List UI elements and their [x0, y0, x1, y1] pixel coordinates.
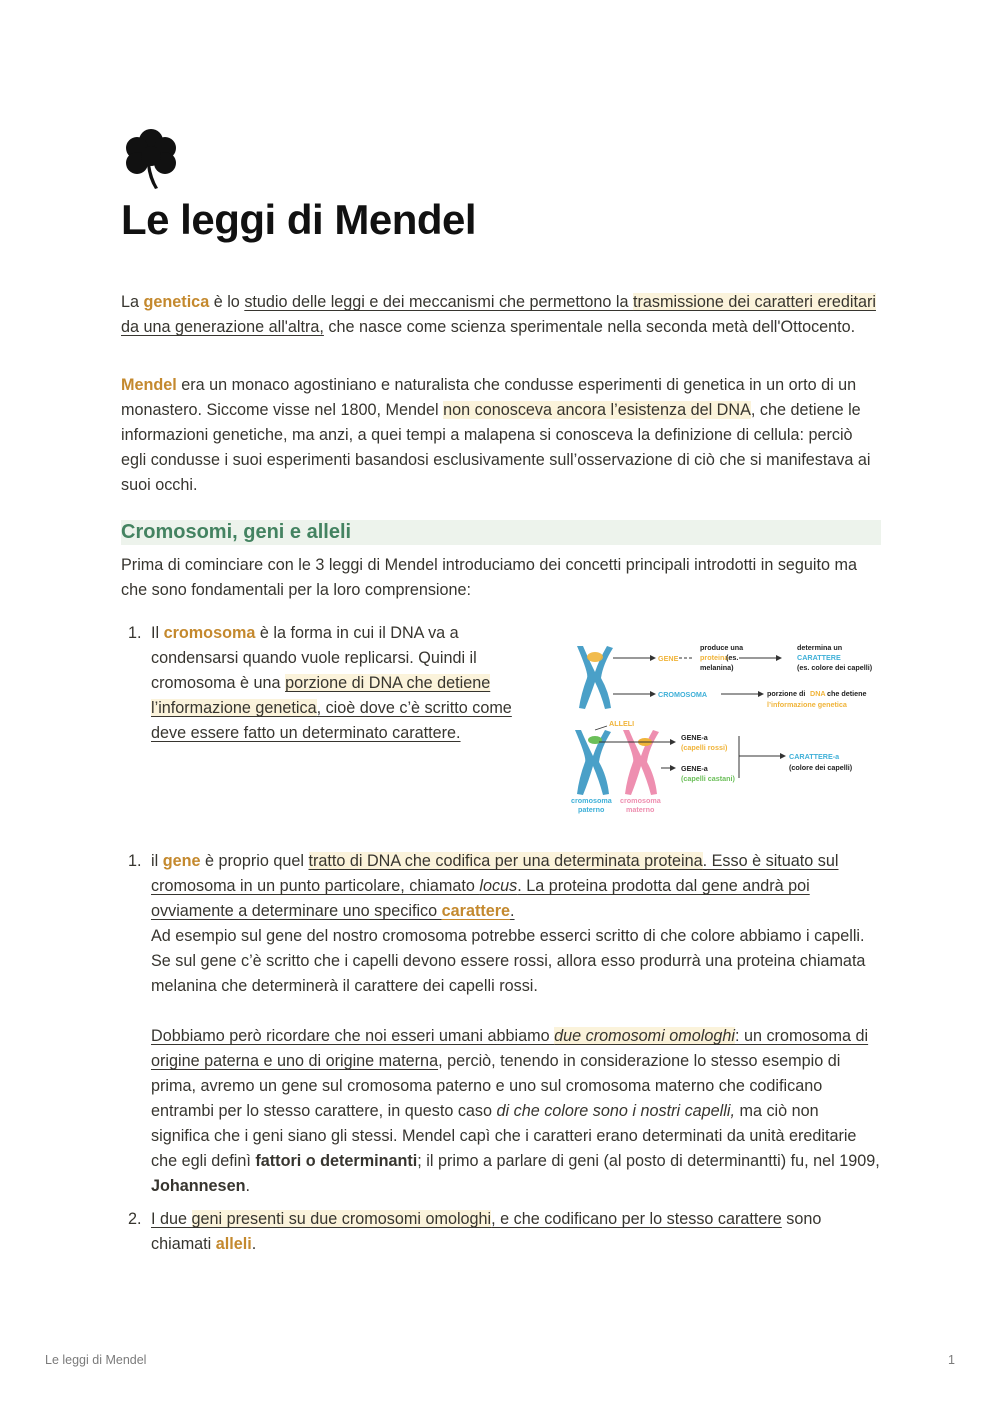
diagram-text: CARATTERE-a: [789, 752, 840, 761]
diagram-text: porzione di: [767, 689, 806, 698]
diagram-text: materno: [626, 805, 655, 814]
text-span: ; il primo a parlare di geni (al posto di determinantti) fu, nel 1909,: [417, 1152, 880, 1170]
diagram-text: (colore dei capelli): [789, 763, 853, 772]
text-span: sono chiamati: [151, 1210, 822, 1253]
keyword-cromosoma: cromosoma: [163, 624, 256, 642]
diagram-gene-label: GENE: [658, 654, 679, 663]
maternal-chromosome-icon: [623, 730, 659, 795]
bold-text: Johannesen: [151, 1177, 246, 1195]
chromosome-diagram: [565, 634, 883, 816]
text-span: .: [251, 1235, 257, 1253]
text-span: , perciò, tenendo in considerazione lo stesso esempio di prima, avremo un gene sul cromosoma paterno e uno sul cromosoma materno che codificano entrambi per lo stesso carattere, in questo caso: [151, 1052, 841, 1120]
footer-title: Le leggi di Mendel: [45, 1353, 147, 1367]
text-span: era un monaco agostiniano e naturalista che condusse esperimenti di genetica in un orto di un monastero. Siccome visse nel 1800, Mendel: [121, 376, 857, 419]
underlined-text: . La proteina prodotta dal gene andrà poi ovviamente a determinare uno specifico: [151, 877, 810, 920]
text-span: è la forma in cui il DNA va a condensarsi quando vuole replicarsi. Quindi il cromosoma è una: [151, 624, 477, 692]
section-intro-text: Prima di cominciare con le 3 leggi di Mendel introduciamo dei concetti principali introdotti in seguito ma che sono fondamentali per la loro comprensione:: [121, 556, 858, 599]
diagram-text: proteina: [700, 653, 729, 662]
keyword-gene: gene: [162, 852, 201, 870]
section-intro: [121, 553, 881, 603]
diagram-text: paterno: [578, 805, 605, 814]
highlighted-text: porzione di DNA che detiene l’informazione genetica: [151, 674, 491, 717]
diagram-text: l’informazione genetica: [767, 700, 847, 709]
diagram-text: GENE-a: [681, 764, 708, 773]
diagram-text: (capelli rossi): [681, 743, 728, 752]
diagram-text: cromosoma: [571, 796, 612, 805]
text-span: è lo: [209, 293, 245, 311]
highlighted-text: trasmissione dei caratteri ereditari: [633, 293, 876, 311]
underlined-text: Dobbiamo però ricordare che noi esseri umani abbiamo: [151, 1027, 555, 1045]
list-number: 1.: [128, 624, 142, 642]
section-heading: Cromosomi, geni e alleli: [121, 520, 881, 545]
diagram-text: cromosoma: [620, 796, 661, 805]
keyword-mendel: Mendel: [121, 376, 177, 394]
highlighted-text: due cromosomi omologhi: [554, 1027, 735, 1045]
text-span: il: [151, 852, 163, 870]
text-span: La: [121, 293, 144, 311]
diagram-text: melanina): [700, 663, 734, 672]
list-item: [121, 621, 521, 746]
list-number: 1.: [128, 852, 142, 870]
diagram-text: (capelli castani): [681, 774, 735, 783]
highlighted-text: tratto di DNA che codifica per una determinata proteina: [308, 852, 703, 870]
underlined-text: da una generazione all'altra,: [121, 318, 324, 336]
text-span: ma ciò non significa che i geni siano gli stessi. Mendel capì che i caratteri erano determinati da unità ereditarie che egli definì: [151, 1102, 857, 1170]
text-span: che nasce come scienza sperimentale nella seconda metà dell'Ottocento.: [323, 318, 856, 336]
italic-text: di che colore sono i nostri capelli,: [496, 1102, 735, 1120]
keyword-genetica: genetica: [143, 293, 210, 311]
blue-chromosome-icon: [577, 646, 613, 709]
underlined-text: , cioè dove c’è scritto come deve essere fatto un determinato carattere.: [151, 699, 512, 742]
intro-paragraph-1: [121, 290, 881, 340]
text-span: Il: [151, 624, 164, 642]
highlighted-text: geni presenti su due cromosomi omologhi: [191, 1210, 492, 1228]
diagram-text: DNA: [810, 689, 826, 698]
diagram-text: (es.: [726, 653, 739, 662]
keyword-alleli: alleli: [215, 1235, 252, 1253]
bold-text: fattori o determinanti: [255, 1152, 418, 1170]
list-item: [121, 849, 881, 1257]
diagram-text: CARATTERE: [797, 653, 841, 662]
keyword-carattere: carattere: [441, 902, 511, 920]
underlined-text: .: [510, 902, 515, 920]
diagram-text: (es. colore dei capelli): [797, 663, 873, 672]
underlined-text: studio delle leggi e dei meccanismi che permettono la: [244, 293, 634, 311]
underlined-text: I due: [151, 1210, 192, 1228]
list-number: 2.: [128, 1210, 142, 1228]
intro-paragraph-2: [121, 373, 881, 498]
diagram-text: GENE-a: [681, 733, 708, 742]
shamrock-icon: [121, 128, 181, 190]
diagram-text: ALLELI: [609, 719, 635, 728]
underlined-text: , e che codificano per lo stesso carattere: [491, 1210, 782, 1228]
page-number: 1: [948, 1353, 955, 1367]
page-title: Le leggi di Mendel: [121, 196, 477, 243]
underlined-text: : un cromosoma di origine paterna e uno di origine materna: [151, 1027, 869, 1070]
italic-locus: locus: [479, 877, 518, 895]
text-span: .: [245, 1177, 250, 1195]
text-span: è proprio quel: [200, 852, 309, 870]
diagram-text: determina un: [797, 643, 843, 652]
paragraph: Ad esempio sul gene del nostro cromosoma potrebbe esserci scritto di che colore abbiamo i capelli. Se sul gene c’è scritto che i capelli devono essere rossi, allora esso produrrà una proteina chiamata melanina che determinerà il carattere dei capelli rossi.: [151, 927, 866, 995]
paternal-chromosome-icon: [575, 730, 611, 795]
diagram-text: che detiene: [827, 689, 867, 698]
diagram-text: produce una: [700, 643, 744, 652]
highlighted-text: non conosceva ancora l’esistenza del DNA: [443, 401, 751, 419]
underlined-text: . Esso è situato sul cromosoma in un punto particolare, chiamato: [151, 852, 839, 895]
diagram-text: CROMOSOMA: [658, 690, 708, 699]
text-span: , che detiene le informazioni genetiche, ma anzi, a quei tempi a malapena si conosceva la definizione di cellula: perciò egli condusse i suoi esperimenti basandosi esclusivamente sull’osservazione di ciò che si manifestava ai suoi occhi.: [121, 401, 871, 494]
